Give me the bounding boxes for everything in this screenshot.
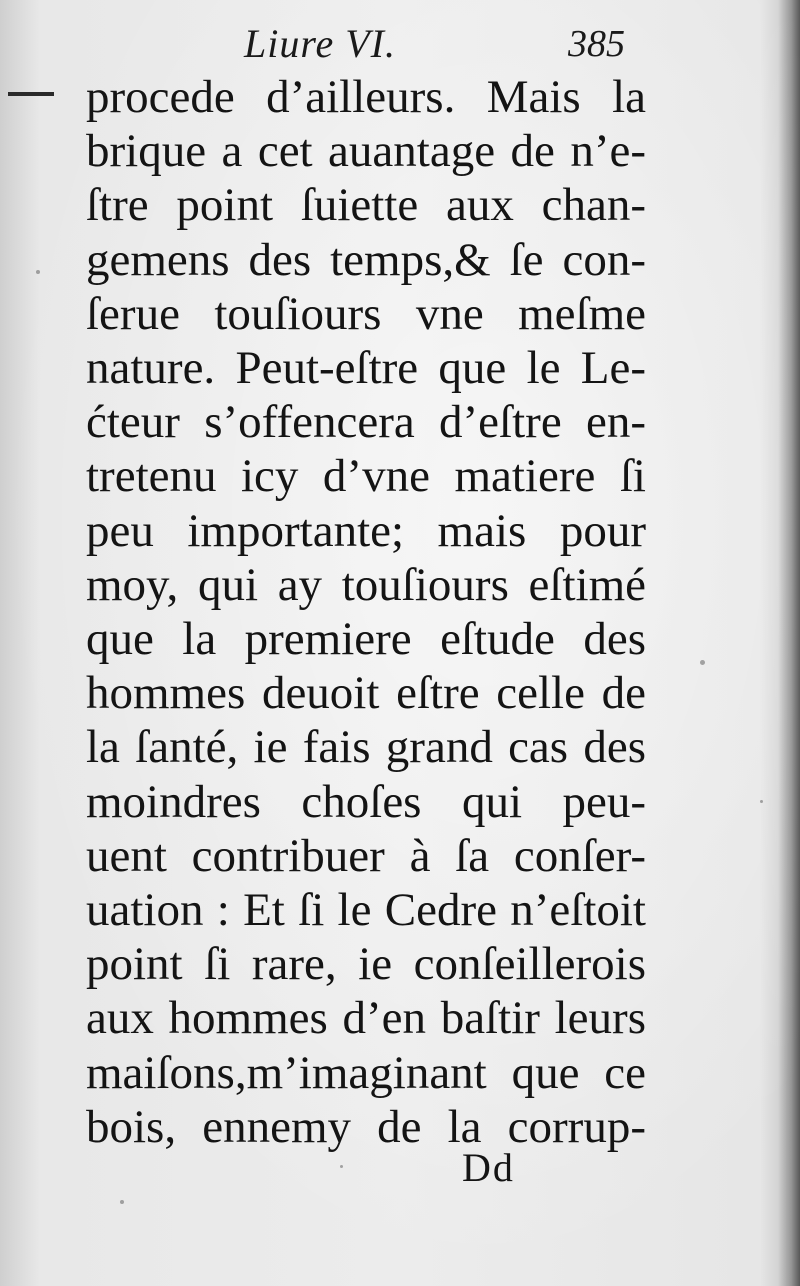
text-line: uent contribuer à ſa conſer- bbox=[86, 829, 646, 882]
paper-speck bbox=[36, 270, 40, 274]
text-line: hommes deuoit eſtre celle de bbox=[86, 667, 646, 720]
signature-mark: Dd bbox=[462, 1145, 515, 1190]
text-line: ćteur s’offencera d’eſtre en- bbox=[86, 396, 646, 449]
text-line: point ſi rare, ie conſeillerois bbox=[86, 938, 646, 991]
text-line: peu importante; mais pour bbox=[86, 504, 646, 557]
text-line: bois, ennemy de la corrup- bbox=[86, 1100, 646, 1153]
text-line: ſtre point ſuiette aux chan- bbox=[86, 179, 646, 232]
text-line: nature. Peut-eſtre que le Le- bbox=[86, 342, 646, 395]
running-title: Liure VI. bbox=[244, 21, 396, 66]
paper-speck bbox=[340, 1165, 343, 1168]
text-line: brique a cet auantage de n’e- bbox=[86, 125, 646, 178]
page-number: 385 bbox=[568, 23, 625, 65]
text-line: procede d’ailleurs. Mais la bbox=[86, 71, 646, 123]
paper-speck bbox=[760, 800, 763, 803]
page-edge-shadow bbox=[778, 0, 800, 1286]
paper-speck bbox=[120, 1200, 124, 1204]
text-line: que la premiere eſtude des bbox=[86, 613, 646, 666]
text-line: la ſanté, ie fais grand cas des bbox=[86, 721, 646, 774]
text-line: moy, qui ay touſiours eſtimé bbox=[86, 558, 646, 611]
margin-mark bbox=[8, 92, 54, 96]
text-line: ſerue touſiours vne meſme bbox=[86, 287, 646, 340]
text-line: moindres choſes qui peu- bbox=[86, 775, 646, 828]
text-line: uation : Et ſi le Cedre n’eſtoit bbox=[86, 884, 646, 937]
text-line: maiſons,m’imaginant que ce bbox=[86, 1046, 646, 1099]
text-line: tretenu icy d’vne matiere ſi bbox=[86, 450, 646, 503]
text-line: aux hommes d’en baſtir leurs bbox=[86, 992, 646, 1045]
paper-speck bbox=[700, 660, 705, 665]
page-header bbox=[0, 18, 800, 78]
text-line: gemens des temps,& ſe con- bbox=[86, 233, 646, 286]
body-text bbox=[86, 70, 646, 1154]
